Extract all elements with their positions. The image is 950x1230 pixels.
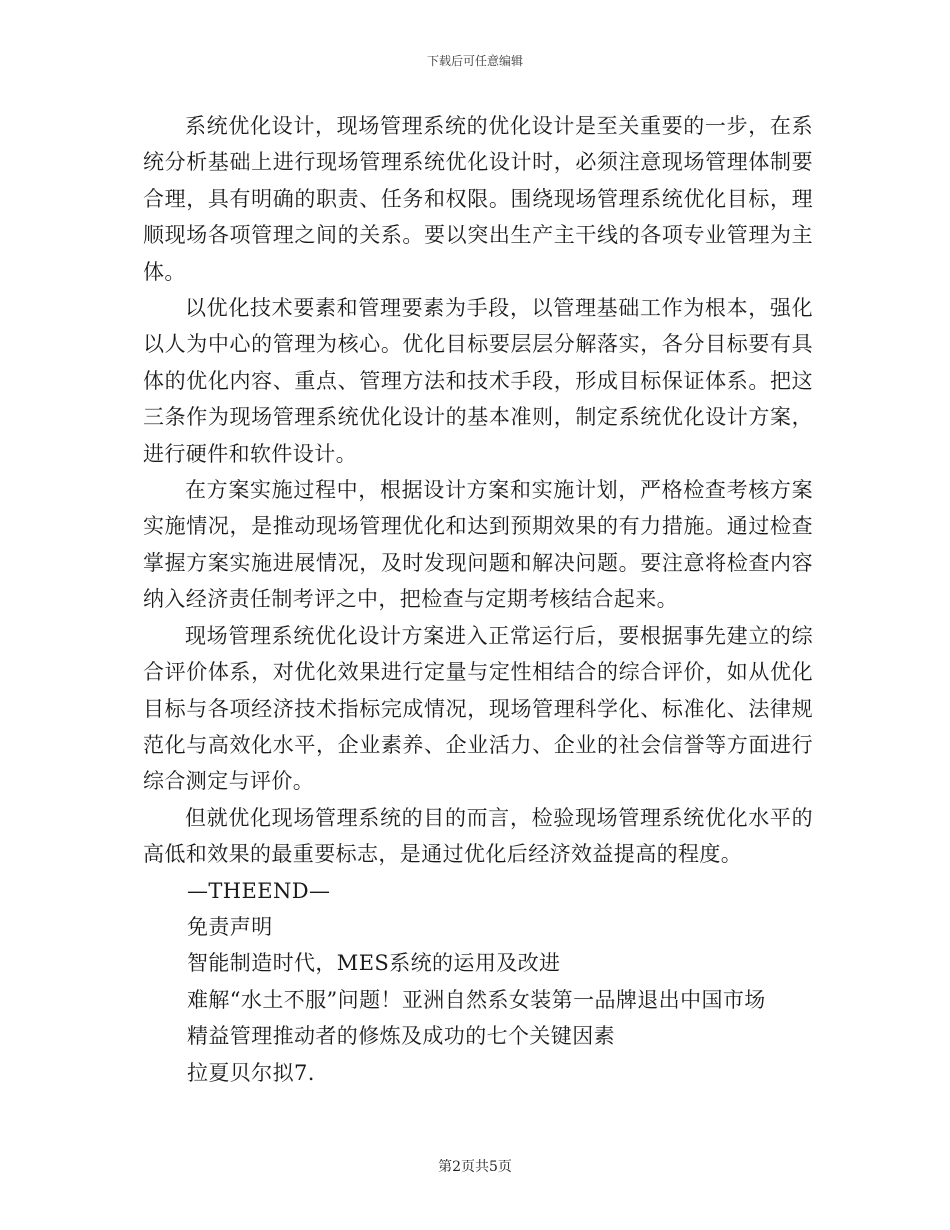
paragraph-system-design: 系统优化设计，现场管理系统的优化设计是至关重要的一步，在系统分析基础上进行现场管理系统优化设计时，必须注意现场管理体制要合理，具有明确的职责、任务和权限。围绕现场管理系统优化目标，理顺现场各项管理之间的关系。要以突出生产主干线的各项专业管理为主体。 bbox=[143, 114, 813, 284]
paragraph-conclusion: 但就优化现场管理系统的目的而言，检验现场管理系统优化水平的高低和效果的最重要标志，是通过优化后经济效益提高的程度。 bbox=[143, 805, 813, 867]
the-end-line: —THEEND— bbox=[187, 878, 331, 903]
page-header: 下载后可任意编辑 bbox=[426, 54, 523, 68]
page-number: 第2页共5页 bbox=[438, 1159, 512, 1175]
document-body bbox=[143, 108, 813, 1091]
related-article-lachapelle: 拉夏贝尔拟7. bbox=[187, 1060, 315, 1085]
paragraph-implementation: 在方案实施过程中，根据设计方案和实施计划，严格检查考核方案实施情况，是推动现场管理优化和达到预期效果的有力措施。通过检查掌握方案实施进展情况，及时发现问题和解决问题。要注意将检查内容纳入经济责任制考评之中，把检查与定期考核结合起来。 bbox=[143, 478, 813, 612]
related-article-lean: 精益管理推动者的修炼及成功的七个关键因素 bbox=[187, 1024, 615, 1049]
related-article-mes: 智能制造时代，MES系统的运用及改进 bbox=[187, 951, 561, 976]
paragraph-optimization-means: 以优化技术要素和管理要素为手段，以管理基础工作为根本，强化以人为中心的管理为核心。优化目标要层层分解落实，各分目标要有具体的优化内容、重点、管理方法和技术手段，形成目标保证体系。把这三条作为现场管理系统优化设计的基本准则，制定系统优化设计方案，进行硬件和软件设计。 bbox=[143, 296, 813, 466]
paragraph-evaluation: 现场管理系统优化设计方案进入正常运行后，要根据事先建立的综合评价体系，对优化效果进行定量与定性相结合的综合评价，如从优化目标与各项经济技术指标完成情况，现场管理科学化、标准化、法律规范化与高效化水平，企业素养、企业活力、企业的社会信誉等方面进行综合测定与评价。 bbox=[143, 623, 813, 794]
disclaimer-line: 免责声明 bbox=[187, 914, 273, 939]
related-article-brand-exit: 难解“水土不服”问题！亚洲自然系女装第一品牌退出中国市场 bbox=[187, 987, 766, 1012]
